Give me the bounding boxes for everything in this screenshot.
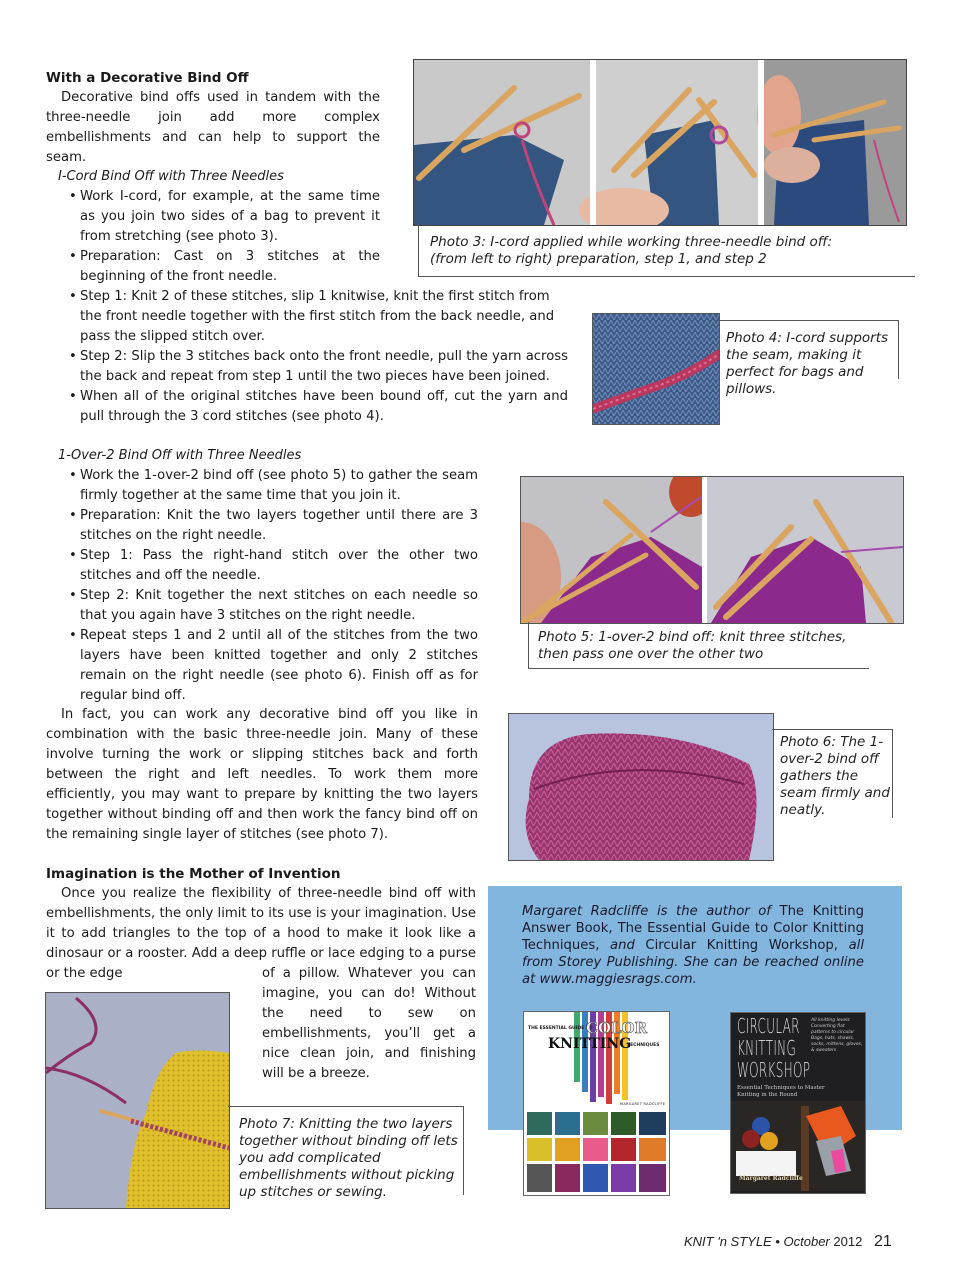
list-item: • Step 1: Pass the right-hand stitch over the other two stitches and off the needle. bbox=[46, 546, 478, 586]
icord-list bbox=[46, 187, 380, 287]
photo-5-image bbox=[521, 477, 903, 623]
list-item bbox=[46, 287, 568, 347]
icord-list-wide bbox=[46, 287, 568, 427]
book2-title-line: KNITTING bbox=[737, 1036, 797, 1060]
book-cover-color-knitting bbox=[523, 1011, 670, 1196]
list-item: • Step 2: Knit together the next stitches on each needle so that you again have 3 stitches on the right needle. bbox=[46, 586, 478, 626]
book2-title bbox=[737, 1015, 810, 1081]
book2-side bbox=[811, 1018, 863, 1054]
intro-paragraph: Decorative bind offs used in tandem with the three-needle join add more complex embellishments and can help to support the seam. bbox=[46, 90, 380, 165]
over2-list bbox=[46, 466, 478, 706]
photo-7-image bbox=[46, 993, 229, 1208]
book2-side-line: Converting flat patterns to circular bbox=[811, 1024, 855, 1035]
imagination-paragraph-bottom: of a pillow. Whatever you can imagine, you can do! Without the need to sew on embellishments, you’ll get a nice clean join, and finishing will be a breeze. bbox=[262, 966, 476, 1081]
photo-3-caption: Photo 3: I-cord applied while working three-needle bind off: (from left to right) preparation, step 1, and step 2 bbox=[430, 234, 833, 267]
list-item: • Preparation: Cast on 3 stitches at the beginning of the front needle. bbox=[46, 247, 380, 287]
subhead-1-over-2: 1-Over-2 Bind Off with Three Needles bbox=[58, 448, 302, 463]
author-bio-part: Margaret Radcliffe is the author of bbox=[522, 904, 780, 919]
list-item: • Work the 1-over-2 bind off (see photo 5) to gather the seam firmly together at the same time that you join it. bbox=[46, 466, 478, 506]
photo-5-caption: Photo 5: 1-over-2 bind off: knit three stitches, then pass one over the other two bbox=[538, 629, 847, 662]
book1-knitting: KNITTING bbox=[548, 1036, 632, 1052]
page-number: 21 bbox=[873, 1233, 892, 1250]
author-bio-title: The Knitting Answer Book, The Essential Guide to Color Knitting Techniques, bbox=[522, 904, 864, 953]
section-heading-imagination: Imagination is the Mother of Invention bbox=[46, 866, 341, 882]
book1-pre: THE ESSENTIAL GUIDE TO bbox=[528, 1026, 593, 1031]
author-bio-title: Circular Knitting Workshop, bbox=[645, 938, 838, 953]
page-footer bbox=[684, 1233, 892, 1251]
photo-7 bbox=[45, 992, 230, 1209]
list-item-text: • Step 1: Knit 2 of these stitches, slip 1 knitwise, knit the first stitch from the front needle together with the first stitch from the back needle, and pass the slipped stitch over. bbox=[80, 289, 555, 344]
book1-color: COLOR bbox=[586, 1019, 648, 1037]
photo-4-image bbox=[593, 314, 719, 424]
book-cover-circular-knitting bbox=[730, 1012, 866, 1194]
photo-4-caption: Photo 4: I-cord supports the seam, making it perfect for bags and pillows. bbox=[726, 330, 889, 397]
photo-6 bbox=[508, 713, 774, 861]
photo-5-caption-box bbox=[528, 622, 869, 669]
photo-7-caption-box bbox=[228, 1106, 464, 1200]
photo-3-caption-box bbox=[418, 224, 915, 277]
infact-paragraph: In fact, you can work any decorative bind off you like in combination with the basic three-needle join. Many of these involve turning the work or slipping stitches back and forth between the right and left needles. To work them more efficiently, you may want to prepare by knitting the two layers together without binding off and then work the fancy bind off on the remaining single layer of stitches (see photo 7). bbox=[46, 707, 478, 842]
book1-author: MARGARET RADCLIFFE bbox=[620, 1102, 666, 1106]
list-item: • Repeat steps 1 and 2 until all of the stitches from the two layers have been knitted together and only 2 stitches remain on the right needle (see photo 6). Finish off as for regular bind off. bbox=[46, 626, 478, 706]
list-item: • Work I-cord, for example, at the same time as you join two sides of a bag to prevent it from stretching (see photo 3). bbox=[46, 187, 380, 247]
author-bio-link: all from Storey Publishing. She can be reached online at www.maggiesrags.com. bbox=[522, 938, 864, 987]
footer-month: October bbox=[783, 1234, 830, 1249]
book2-subtitle: Essential Techniques to Master Knitting in the Round bbox=[737, 1085, 825, 1098]
imagination-paragraph-top: Once you realize the flexibility of three-needle bind off with embellishments, the only limit to its use is your imagination. Use it to add triangles to the top of a hood to make it look like a dinosaur or a rooster. Add a deep ruffle or lace edging to a purse or the edge bbox=[46, 886, 476, 981]
book2-title-line: CIRCULAR bbox=[737, 1014, 800, 1038]
list-item: • When all of the original stitches have been bound off, cut the yarn and pull through the 3 cord stitches (see photo 4). bbox=[46, 387, 568, 427]
footer-magazine: KNIT 'n STYLE bbox=[684, 1234, 772, 1249]
photo-6-image bbox=[509, 714, 773, 860]
list-item: • Preparation: Knit the two layers together until there are 3 stitches on the right needle. bbox=[46, 506, 478, 546]
book2-side-line: Bags, hats, shawls, socks, mittens, gloves, & sweaters bbox=[811, 1036, 863, 1053]
footer-year: 2012 bbox=[829, 1234, 863, 1249]
book1-post: TECHNIQUES bbox=[627, 1043, 660, 1048]
list-item: • Step 2: Slip the 3 stitches back onto the front needle, pull the yarn across the back and repeat from step 1 until the two pieces have been joined. bbox=[46, 347, 568, 387]
author-bio bbox=[522, 903, 864, 988]
photo-5 bbox=[520, 476, 904, 624]
book2-side-line: All knitting levels bbox=[811, 1018, 850, 1023]
photo-6-caption: Photo 6: The 1-over-2 bind off gathers the seam firmly and neatly. bbox=[780, 734, 890, 818]
section-heading-decorative: With a Decorative Bind Off bbox=[46, 70, 249, 86]
photo-3-image bbox=[414, 60, 906, 225]
photo-7-caption: Photo 7: Knitting the two layers together without binding off lets you add complicated embellishments without picking up stitches or sewing. bbox=[239, 1116, 458, 1200]
photo-4 bbox=[592, 313, 720, 425]
photo-4-caption-box bbox=[718, 320, 899, 397]
author-bio-part: and bbox=[599, 938, 646, 953]
footer-separator: • bbox=[771, 1234, 784, 1249]
subhead-icord: I-Cord Bind Off with Three Needles bbox=[58, 169, 284, 184]
book2-author: Margaret Radcliffe bbox=[739, 1175, 803, 1182]
photo-3 bbox=[413, 59, 907, 226]
photo-6-caption-box bbox=[772, 729, 893, 818]
book2-title-line: WORKSHOP bbox=[737, 1058, 811, 1082]
